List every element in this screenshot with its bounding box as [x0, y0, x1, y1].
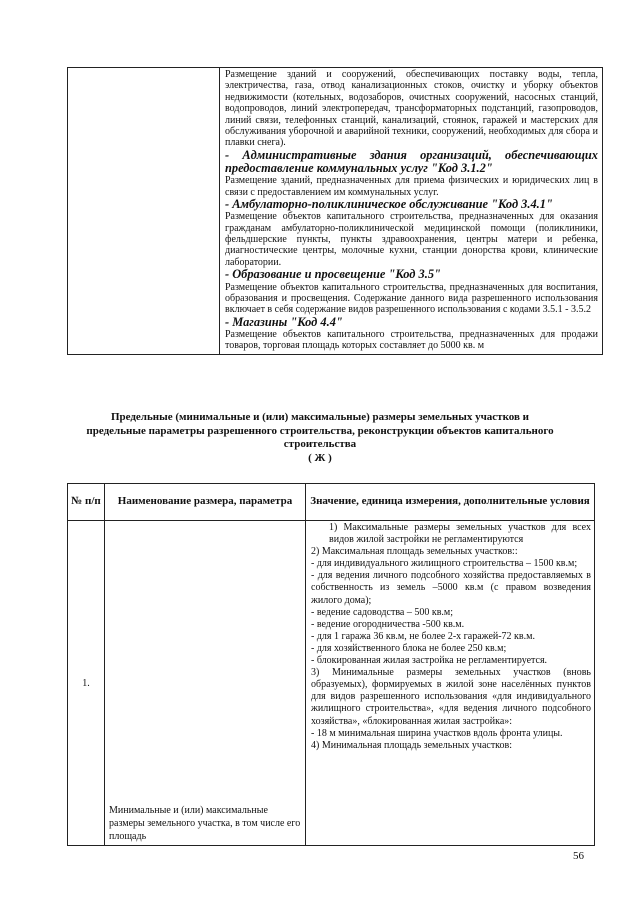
value-line: - для хозяйственного блока не более 250 кв.м; [311, 642, 507, 654]
parameters-table [67, 483, 595, 846]
value-line: - блокированная жилая застройка не регламентируется. [311, 655, 548, 667]
value-line: 4) Минимальная площадь земельных участков: [311, 739, 513, 751]
section-text-3-1-2: Размещение зданий, предназначенных для приема физических и юридических лиц в связи с предоставлением им коммунальных услуг. [225, 175, 598, 198]
row-parameter-name: Минимальные и (или) максимальные размеры земельного участка, в том числе его площадь [105, 521, 306, 846]
value-line: - ведение огородничества -500 кв.м. [311, 618, 465, 630]
value-line: - для ведения личного подсобного хозяйства предоставляемых в собственность из земель –5000 кв.м (с правом возведения жилого дома); [311, 570, 591, 606]
value-line: 2) Максимальная площадь земельных участков:: [311, 546, 518, 558]
zone-code: ( Ж ) [308, 451, 332, 464]
value-line: - для индивидуального жилищного строительства – 1500 кв.м; [311, 558, 578, 570]
section-heading-3-5: - Образование и просвещение "Код 3.5" [225, 267, 441, 282]
limits-heading [60, 411, 580, 465]
value-line: - для 1 гаража 36 кв.м, не более 2-х гаражей-72 кв.м. [311, 630, 535, 642]
value-line: 1) Максимальные размеры земельных участков для всех видов жилой застройки не регламентируются [329, 522, 591, 546]
value-line: 3) Минимальные размеры земельных участков (вновь образуемых), формируемых в жилой зоне населённых пунктов для видов разрешенного использования «для индивидуального жилищного строительства», «для ведения личного подсобного хозяйства», «блокированная жилая застройка»: [311, 667, 591, 727]
section-heading-3-1-2: - Административные здания организаций, обеспечивающих предоставление коммунальных услуг "Код 3.1.2" [225, 147, 598, 176]
limits-heading-line-3: строительства [283, 438, 357, 450]
section-text-3-4-1: Размещение объектов капитального строительства, предназначенных для оказания гражданам амбулаторно-поликлинической медицинской помощи (поликлиники, фельдшерские пункты, пункты здравоохранения, центры матери и ребенка, диагностические центры, молочные кухни, станции донорства крови, клинические лаборатории. [225, 211, 598, 268]
section-text-3-5: Размещение объектов капитального строительства, предназначенных для воспитания, образования и просвещения. Содержание данного вида разрешенного использования включает в себя содержание видов разрешенного использования с кодами 3.5.1 - 3.5.2 [225, 281, 598, 316]
header-value: Значение, единица измерения, дополнительные условия [306, 484, 595, 521]
header-number: № п/п [68, 484, 105, 521]
section-text-4-4: Размещение объектов капитального строительства, предназначенных для продажи товаров, торговая площадь которых составляет до 5000 кв. м [225, 328, 598, 352]
row-number: 1. [68, 521, 105, 846]
row-value-cell [306, 521, 595, 846]
empty-left-cell [68, 68, 220, 355]
value-line: - ведение садоводства – 500 кв.м; [311, 606, 454, 618]
section-heading-4-4: - Магазины "Код 4.4" [225, 314, 343, 329]
permitted-use-cell [220, 68, 603, 355]
permitted-use-table [67, 67, 603, 355]
value-line: - 18 м минимальная ширина участков вдоль фронта улицы. [311, 727, 563, 739]
limits-heading-line-1: Предельные (минимальные и (или) максимальные) размеры земельных участков и [110, 411, 530, 423]
section-heading-3-4-1: - Амбулаторно-поликлиническое обслуживание "Код 3.4.1" [225, 197, 553, 212]
page-number: 56 [573, 850, 584, 862]
header-parameter-name: Наименование размера, параметра [105, 484, 306, 521]
table-header-row [68, 484, 595, 521]
limits-heading-line-2: предельные параметры разрешенного строительства, реконструкции объектов капитального [86, 424, 554, 437]
utility-placement-text: Размещение зданий и сооружений, обеспечивающих поставку воды, тепла, электричества, газа, отвод канализационных стоков, очистку и уборку объектов недвижимости (котельных, водозаборов, очистных сооружений, насосных станций, водопроводов, линий электропередач, трансформаторных подстанций, газопроводов, линий связи, телефонных станций, канализаций, стоянок, гаражей и мастерских для обслуживания уборочной и аварийной техники, сооружений, необходимых для сбора и плавки снега). [225, 69, 598, 149]
table-row [68, 521, 595, 846]
